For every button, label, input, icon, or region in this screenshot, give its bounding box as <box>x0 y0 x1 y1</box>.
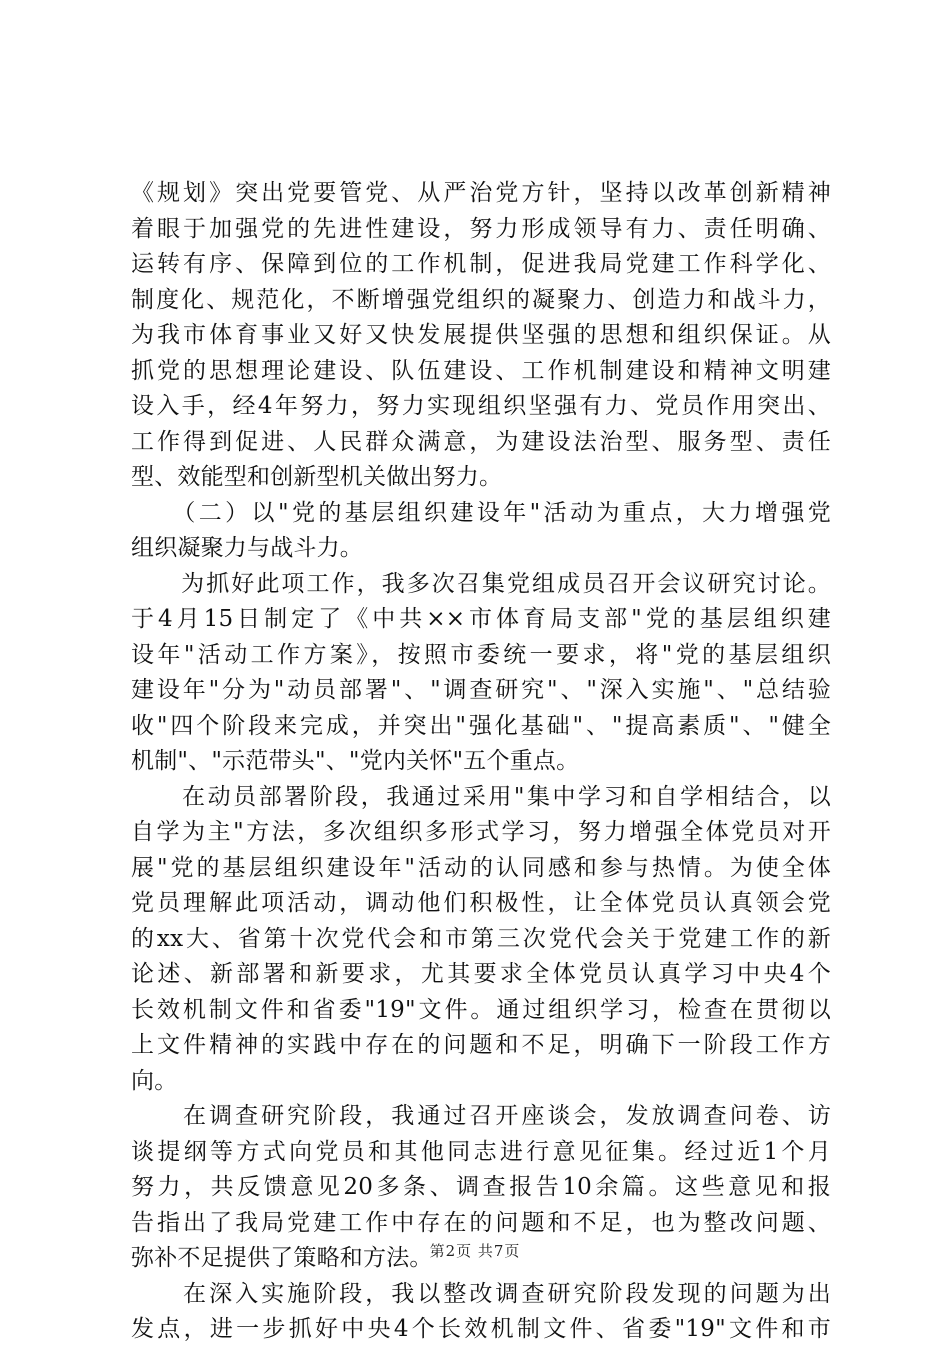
body-line: 设年"活动工作方案》，按照市委统一要求，将"党的基层组织 <box>131 641 831 668</box>
body-line: 着眼于加强党的先进性建设，努力形成领导有力、责任明确、 <box>131 215 831 242</box>
body-line: 自学为主"方法，多次组织多形式学习，努力增强全体党员对开 <box>131 819 831 845</box>
body-line: 长效机制文件和省委"19"文件。通过组织学习，检查在贯彻以 <box>131 996 831 1023</box>
body-line: 为抓好此项工作，我多次召集党组成员召开会议研究讨论。 <box>131 570 831 597</box>
body-line: 型、效能型和创新型机关做出努力。 <box>131 464 503 490</box>
body-line: 机制"、"示范带头"、"党内关怀"五个重点。 <box>131 748 580 774</box>
body-line: 论述、新部署和新要求，尤其要求全体党员认真学习中央4个 <box>131 961 831 987</box>
body-line: 抓党的思想理论建设、队伍建设、工作机制建设和精神文明建 <box>131 357 831 384</box>
body-line: 党员理解此项活动，调动他们积极性，让全体党员认真领会党 <box>131 890 831 916</box>
body-line: 收"四个阶段来完成，并突出"强化基础"、"提高素质"、"健全 <box>131 712 831 739</box>
body-line: 向。 <box>131 1067 178 1094</box>
body-line: （二）以"党的基层组织建设年"活动为重点，大力增强党 <box>131 499 831 526</box>
body-line: 组织凝聚力与战斗力。 <box>131 535 363 561</box>
body-line: 谈提纲等方式向党员和其他同志进行意见征集。经过近1个月 <box>131 1138 831 1165</box>
document-body <box>131 176 831 1348</box>
body-line: 于4月15日制定了《中共××市体育局支部"党的基层组织建 <box>131 606 831 632</box>
page-footer: 第2页 共7页 <box>429 1242 521 1260</box>
body-line: 设入手，经4年努力，努力实现组织坚强有力、党员作用突出、 <box>131 393 831 419</box>
body-line: 制度化、规范化，不断增强党组织的凝聚力、创造力和战斗力， <box>131 286 831 313</box>
body-line: 发点，进一步抓好中央4个长效机制文件、省委"19"文件和市 <box>131 1316 831 1342</box>
body-line: 建设年"分为"动员部署"、"调查研究"、"深入实施"、"总结验 <box>131 677 831 703</box>
body-line: 在深入实施阶段，我以整改调查研究阶段发现的问题为出 <box>131 1280 831 1307</box>
body-line: 告指出了我局党建工作中存在的问题和不足，也为整改问题、 <box>131 1209 831 1236</box>
body-line: 在调查研究阶段，我通过召开座谈会，发放调查问卷、访 <box>131 1103 831 1129</box>
body-line: 为我市体育事业又好又快发展提供坚强的思想和组织保证。从 <box>131 322 831 348</box>
body-line: 上文件精神的实践中存在的问题和不足，明确下一阶段工作方 <box>131 1032 831 1058</box>
body-line: 工作得到促进、人民群众满意，为建设法治型、服务型、责任 <box>131 428 831 455</box>
body-line: 努力，共反馈意见20多条、调查报告10余篇。这些意见和报 <box>131 1174 831 1200</box>
body-line: 的xx大、省第十次党代会和市第三次党代会关于党建工作的新 <box>131 925 831 952</box>
body-line: 展"党的基层组织建设年"活动的认同感和参与热情。为使全体 <box>131 854 831 881</box>
body-line: 《规划》突出党要管党、从严治党方针，坚持以改革创新精神 <box>131 180 831 206</box>
body-line: 运转有序、保障到位的工作机制，促进我局党建工作科学化、 <box>131 251 831 277</box>
body-line: 弥补不足提供了策略和方法。 <box>131 1245 433 1271</box>
body-line: 在动员部署阶段，我通过采用"集中学习和自学相结合，以 <box>131 783 831 810</box>
